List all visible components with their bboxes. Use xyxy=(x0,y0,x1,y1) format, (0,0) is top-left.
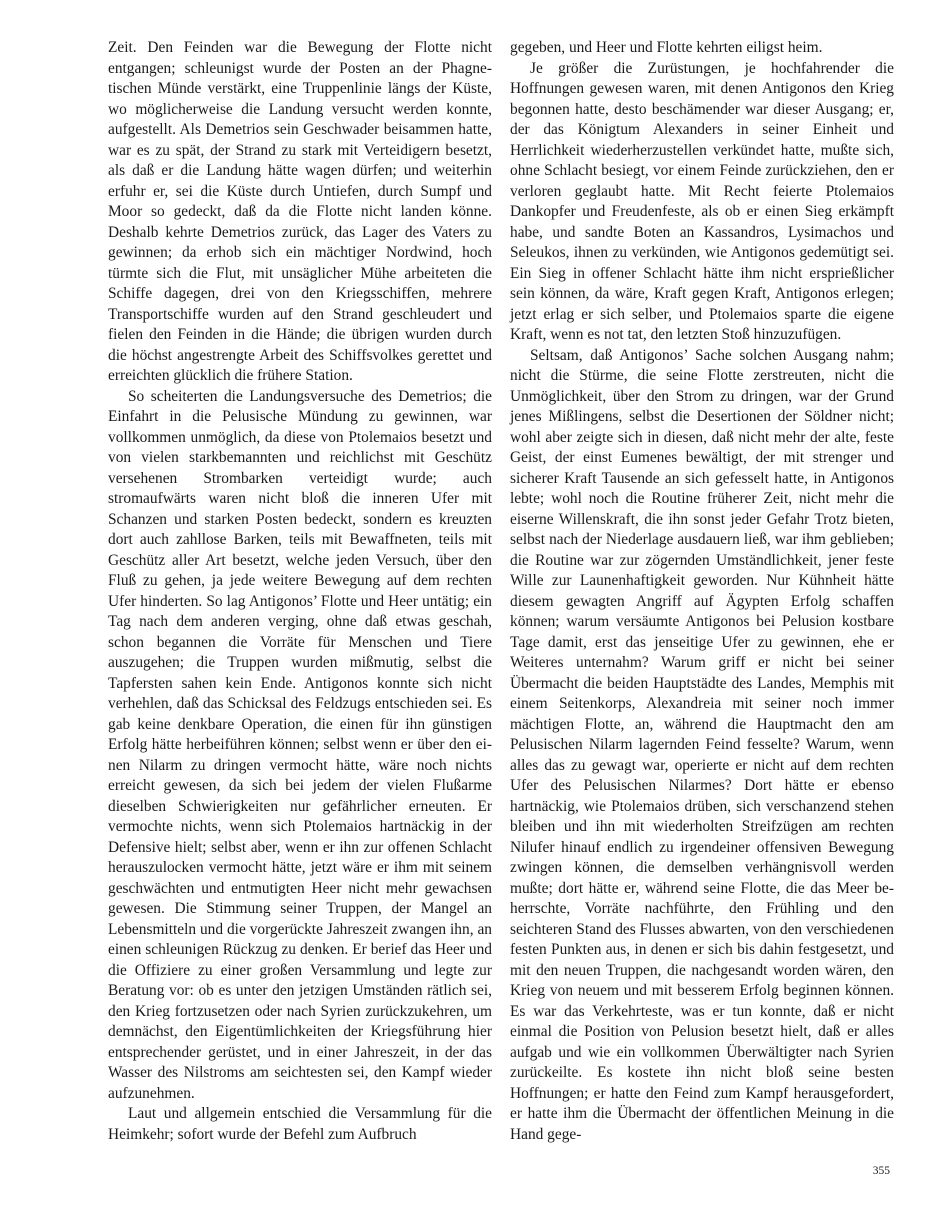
right-column xyxy=(510,38,894,1145)
paragraph: Seltsam, daß Antigonos’ Sache solchen Ausgang nahm; nicht die Stürme, die seine Flotte zerstreuten, nicht die Unmöglichkeit, über den Strom zu dringen, war der Grund jenes Mißlingens, selbst die Desertionen der Söldner nicht; wohl aber zeigte sich in diesen, daß nicht mehr der alte, feste Geist, der einst Eumenes bewältigt, der mit strenger und sicherer Kraft Tausende an sich gefesselt hatte, in Antigonos lebte; wohl noch die Routine früherer Zeit, nicht mehr die eiserne Willenskraft, die ihn sonst jeder Gefahr Trotz bieten, selbst nach der Niederlage ausdauern ließ, war ihm geblieben; die Routine war zur zögernden Umständlichkeit, jener feste Wille zur Launenhaftigkeit geworden. Nur Kühnheit hätte diesem gewagten Angriff auf Ägypten Erfolg schaffen können; warum versäumte Antigonos bei Pelusion kostbare Tage damit, erst das jenseitige Ufer zu gewinnen, ehe er Weiteres unternahm? Warum griff er nicht bei seiner Übermacht die beiden Hauptstädte des Landes, Memphis mit einem Seitenkorps, Alexandreia mit seiner noch immer mächtigen Flotte, an, während die Hauptmacht den am Pelusischen Nilarm lagernden Feind fesselte? Warum, wenn alles das zu gewagt war, operierte er nicht auf dem rechten Ufer des Pelusischen Nilarmes? Dort hätte er ebenso hartnäckig, wie Ptolemaios drüben, sich verschanzend stehen bleiben und ihn mit wiederholten Streifzügen am rechten Nilufer hinauf endlich zu irgendeiner offensiven Bewegung zwingen können, die demselben verhängnisvoll werden mußte; dort hätte er, während seine Flotte, die das Meer beherrschte, Vorräte nachführte, den Frühling und den seichteren Stand des Flusses abwarten, von den verschiedenen festen Punkten aus, in denen er sich bis dahin festgesetzt, und mit den neuen Truppen, die nachgesandt worden wären, den Krieg von neuem und mit besserem Erfolg beginnen können. Es war das Verkehrteste, was er tun konnte, daß er nicht einmal die Position von Pelusion besetzt hielt, daß er alles aufgab und wie ein vollkommen Überwältigter nach Syrien zurückeilte. Es kostete ihn nicht bloß seine besten Hoffnungen; er hatte den Feind zum Kampf herausgefordert, er hatte ihm die Übermacht der öffentlichen Meinung in die Hand gege- xyxy=(510,346,894,1143)
left-column xyxy=(108,38,492,1145)
paragraph: Laut und allgemein entschied die Versammlung für die Heimkehr; sofort wurde der Befehl zum Aufbruch xyxy=(108,1105,492,1143)
paragraph: gegeben, und Heer und Flotte kehrten eiligst heim. xyxy=(510,39,823,56)
paragraph: Je größer die Zurüstungen, je hochfahrender die Hoffnungen gewesen waren, mit denen Antigonos den Krieg begonnen hatte, desto beschämender war dieser Ausgang; er, der das Königtum Alexanders in seiner Einheit und Herrlichkeit wiederherzustellen verkündet hatte, mußte sich, ohne Schlacht besiegt, vor einem Feinde zurückziehen, den er verloren geglaubt hatte. Mit Recht feierte Ptolemaios Dankopfer und Freudenfeste, als ob er einen Sieg erkämpft habe, und sandte Boten an Kassandros, Lysimachos und Seleukos, ihnen zu verkünden, wie Antigonos gedemütigt sei. Ein Sieg in offener Schlacht hätte ihm nicht ersprießlicher sein können, da wäre, Kraft gegen Kraft, Antigonos erlegen; jetzt erlag er sich selber, und Ptolemaios sparte die eigene Kraft, wenn es not tat, den letzten Stoß hinzuzufügen. xyxy=(510,59,894,343)
paragraph: Zeit. Den Feinden war die Bewegung der Flotte nicht entgangen; schleunigst wurde der Posten an der Phagnetischen Münde verstärkt, eine Truppenlinie längs der Küste, wo möglicherweise die Landung versucht werden konnte, aufgestellt. Als Demetrios sein Geschwader beisammen hatte, war es zu spät, der Strand zu stark mit Verteidigern besetzt, als daß er die Landung hätte wagen dürfen; und weiterhin erfuhr er, sei die Küste durch Untiefen, durch Sumpf und Moor so gedeckt, daß da die Flotte nicht landen könne. Deshalb kehrte Demetrios zurück, das Lager des Vaters zu gewinnen; da erhob sich ein mächtiger Nordwind, hoch türmte sich die Flut, mit unsäglicher Mühe arbeiteten die Schiffe dagegen, drei von den Kriegsschiffen, mehrere Transportschiffe wurden auf den Strand geschleudert und fielen den Feinden in die Hände; die übrigen wurden durch die höchst angestrengte Arbeit des Schiffsvolkes gerettet und erreichten glücklich die frühere Station. xyxy=(108,39,492,384)
page-number: 355 xyxy=(872,1165,890,1177)
paragraph: So scheiterten die Landungsversuche des Demetrios; die Einfahrt in die Pelusische Mündung zu gewinnen, war vollkommen unmöglich, da diese von Ptolemaios besetzt und von vielen starkbemannten und reichlichst mit Geschütz versehenen Strombarken verteidigt wurde; auch stromaufwärts waren nicht bloß die inneren Ufer mit Schanzen und starken Posten bedeckt, sondern es kreuzten dort auch zahllose Barken, teils mit Bewaffneten, teils mit Geschütz aller Art besetzt, welche jeden Versuch, über den Fluß zu gehen, ja jede weitere Bewegung auf dem rechten Ufer hinderten. So lag Antigonos’ Flotte und Heer untätig; ein Tag nach dem anderen verging, ohne daß etwas geschah, schon begannen die Vorräte für Menschen und Tiere auszugehen; die Truppen wurden mißmutig, selbst die Tapfersten sahen kein Ende. Antigonos konnte sich nicht verhehlen, daß das Schicksal des Feldzugs entschieden sei. Es gab keine denkbare Operation, die einen für ihn günstigen Erfolg hätte herbeiführen können; selbst wenn er über den einen Nilarm zu dringen vermocht hätte, wäre noch nichts erreicht gewesen, da sich bei jedem der vielen Flußarme dieselben Schwierigkeiten nur gefährlicher erneuten. Er vermochte nichts, wenn sich Ptolemaios hartnäckig in der Defensive hielt; selbst aber, wenn er ihn zur offenen Schlacht herauszulocken vermocht hätte, jetzt wäre er ihm mit seinem geschwächten und entmutigten Heer nicht mehr gewachsen gewesen. Die Stimmung seiner Truppen, der Mangel an Lebensmitteln und die vorgerückte Jahreszeit zwangen ihn, an einen schleunigen Rückzug zu denken. Er berief das Heer und die Offiziere zu einer großen Versammlung und legte zur Beratung vor: ob es unter den jetzigen Umständen rätlich sei, den Krieg fortzusetzen oder nach Syrien zurückzukehren, um demnächst, den Eigentümlichkeiten der Kriegsführung hier entsprechender gerüstet, und in einer Jahreszeit, in der das Wasser des Nilstroms am seichtesten sei, den Kampf wieder aufzunehmen. xyxy=(108,387,492,1102)
